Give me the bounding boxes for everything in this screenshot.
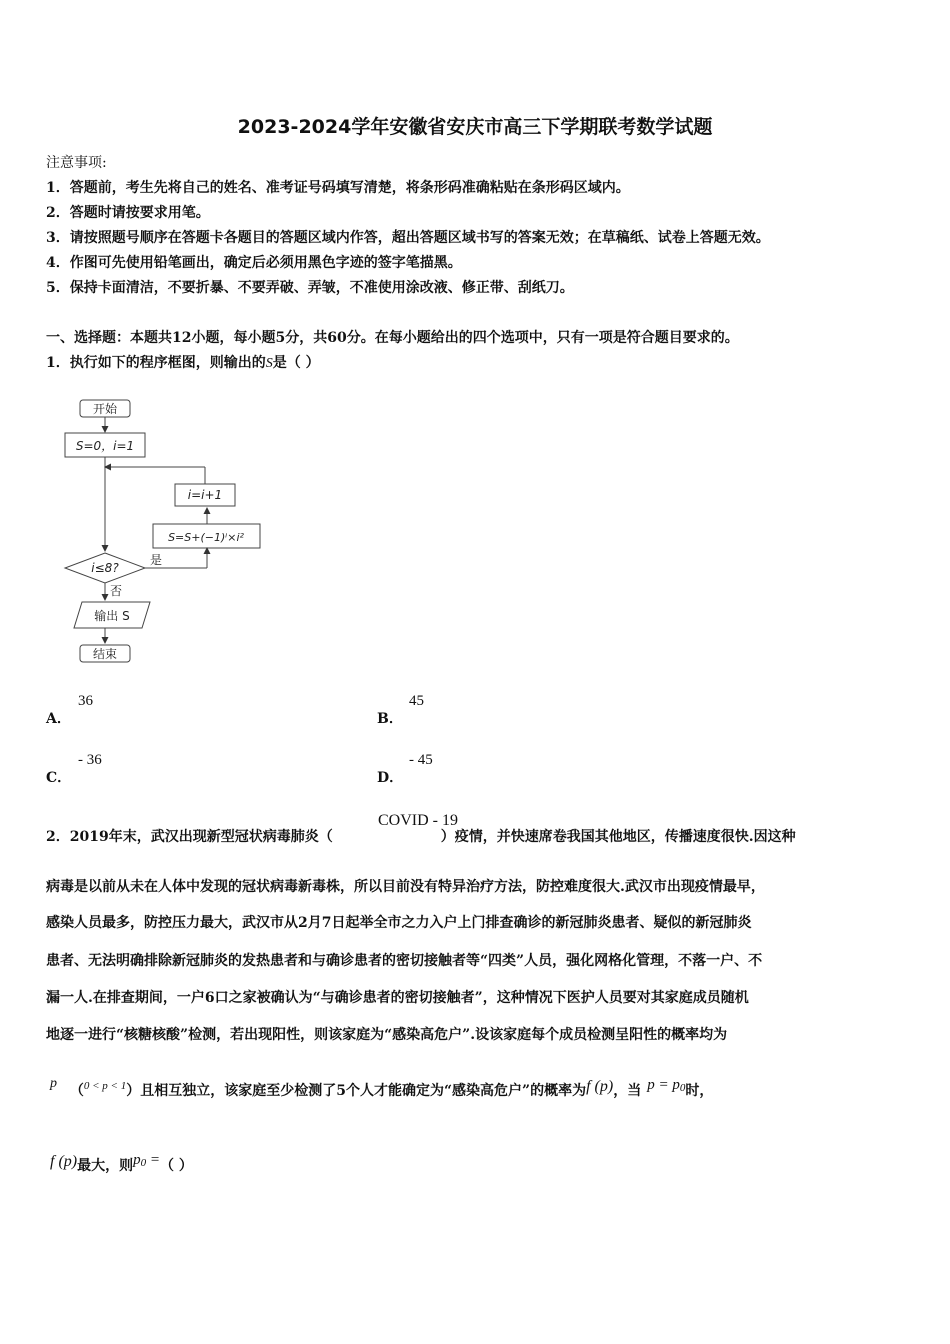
option-d-value: - 45	[409, 752, 433, 768]
notice-item: 5．保持卡面清洁，不要折暴、不要弄破、弄皱，不准使用涂改液、修正带、刮纸刀。	[46, 280, 574, 296]
update-s-label: S=S+(−1)ⁱ×i²	[168, 531, 244, 544]
question-2-line: 感染人员最多，防控压力最大，武汉市从2月7日起举全市之力入户上门排查确诊的新冠肺炎患者、疑似的新冠肺炎	[46, 915, 752, 931]
notice-heading: 注意事项:	[46, 155, 107, 171]
condition-label: i≤8?	[91, 561, 119, 575]
question-2-line: 患者、无法明确排除新冠肺炎的发热患者和与确诊患者的密切接触者等“四类”人员，强化网格化管理，不落一户、不	[46, 953, 763, 969]
option-d-label[interactable]: D．	[377, 770, 404, 786]
yes-label: 是	[150, 553, 163, 567]
page-title: 2023-2024学年安徽省安庆市高三下学期联考数学试题	[237, 116, 713, 138]
covid-term: COVID - 19	[378, 812, 458, 829]
no-label: 否	[110, 584, 123, 598]
question-2-line: 病毒是以前从未在人体中发现的冠状病毒新毒株，所以目前没有特异治疗方法，防控难度很大.武汉市出现疫情最早，	[46, 879, 765, 895]
init-label: S=0，i=1	[75, 439, 135, 453]
question-2-line: f (p)最大，则$p^0$ =（ ）	[50, 1152, 193, 1174]
start-label: 开始	[92, 402, 118, 416]
end-label: 结束	[92, 647, 118, 661]
question-2-line: 地逐一进行“核糖核酸”检测，若出现阳性，则该家庭为“感染高危户”.设该家庭每个成员检测呈阳性的概率均为	[46, 1027, 728, 1043]
question-2-line: 2．2019年末，武汉出现新型冠状病毒肺炎（ ）疫情，并快速席卷我国其他地区，传播速度很快.因这种	[46, 829, 796, 845]
question-1-stem: 1．执行如下的程序框图，则输出的S是（ ）	[46, 355, 320, 371]
output-label: 输出 S	[94, 609, 130, 623]
notice-item: 3．请按照题号顺序在答题卡各题目的答题区域内作答，超出答题区域书写的答案无效；在草稿纸、试卷上答题无效。	[46, 230, 770, 246]
update-i-label: i=i+1	[187, 488, 223, 502]
question-2-line: p （$^{0 < p < 1}$）且相互独立，该家庭至少检测了5个人才能确定为“感染高危户”的概率为f (p)，当 $p = p^0$时，	[50, 1076, 714, 1099]
option-c-value: - 36	[78, 752, 102, 768]
option-b-label[interactable]: B．	[377, 711, 403, 727]
option-b-value: 45	[409, 693, 424, 709]
option-a-label[interactable]: A．	[46, 711, 71, 727]
option-c-label[interactable]: C．	[46, 770, 72, 786]
notice-item: 4．作图可先使用铅笔画出，确定后必须用黑色字迹的签字笔描黑。	[46, 255, 462, 271]
notice-item: 2．答题时请按要求用笔。	[46, 205, 210, 221]
question-2-line: 漏一人.在排查期间，一户6口之家被确认为“与确诊患者的密切接触者”，这种情况下医护人员要对其家庭成员随机	[46, 990, 749, 1006]
program-flowchart	[60, 395, 280, 670]
notice-item: 1．答题前，考生先将自己的姓名、准考证号码填写清楚，将条形码准确粘贴在条形码区域内。	[46, 180, 630, 196]
section-heading: 一、选择题：本题共12小题，每小题5分，共60分。在每小题给出的四个选项中，只有一项是符合题目要求的。	[46, 330, 739, 346]
option-a-value: 36	[78, 693, 93, 709]
